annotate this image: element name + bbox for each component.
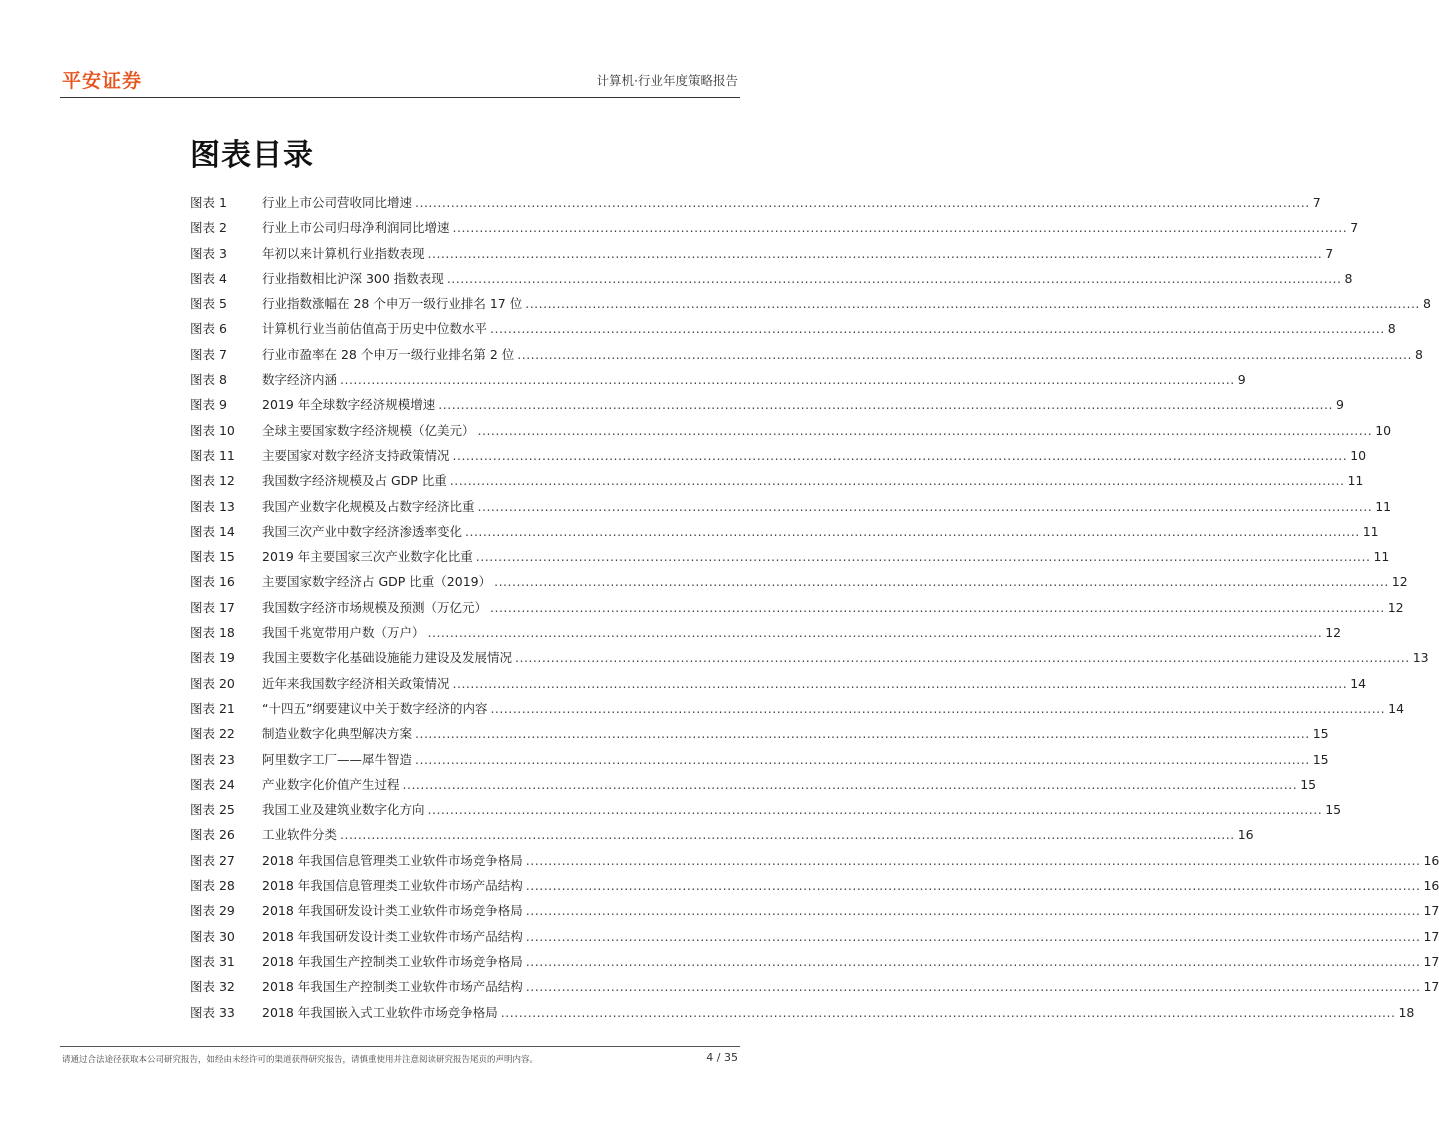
toc-entry[interactable] [190,620,1342,645]
toc-leader-dots: ........................................................................................................................................................................................................ [477,498,1373,514]
toc-leader-dots: ........................................................................................................................................................................................................ [500,1004,1396,1020]
toc-figure-title: “十四五”纲要建议中关于数字经济的内容 [262,700,488,716]
toc-leader-dots: ........................................................................................................................................................................................................ [465,523,1360,539]
toc-leader-dots: ........................................................................................................................................................................................................ [517,346,1412,362]
header-divider [60,97,740,98]
toc-page-number: 8 [1344,270,1353,286]
toc-page-number: 8 [1415,346,1423,362]
toc-entry[interactable] [190,544,1390,569]
toc-page-number: 17 [1423,903,1439,919]
toc-figure-label: 图表 7 [190,346,227,362]
toc-figure-label: 图表 2 [190,220,227,236]
toc-entry[interactable] [190,696,1405,721]
toc-page-number: 10 [1350,447,1367,463]
toc-page-number: 17 [1423,979,1439,995]
toc-figure-label: 图表 15 [190,549,235,565]
toc-page-number: 16 [1237,827,1254,843]
toc-leader-dots: ........................................................................................................................................................................................................ [477,422,1373,438]
toc-figure-title: 产业数字化价值产生过程 [262,776,400,792]
toc-entry[interactable] [190,342,1423,367]
toc-leader-dots: ........................................................................................................................................................................................................ [415,751,1310,767]
toc-page-number: 17 [1423,953,1439,969]
toc-figure-title: 我国主要数字化基础设施能力建设及发展情况 [262,650,513,666]
toc-entry[interactable] [190,392,1344,417]
toc-entry[interactable] [190,974,1439,999]
toc-entry[interactable] [190,266,1353,291]
toc-leader-dots: ........................................................................................................................................................................................................ [525,979,1421,995]
toc-leader-dots: ........................................................................................................................................................................................................ [415,195,1310,210]
toc-figure-label: 图表 1 [190,195,227,210]
toc-page-number: 18 [1398,1004,1415,1020]
toc-entry[interactable] [190,747,1329,772]
toc-figure-title: 2018 年我国研发设计类工业软件市场产品结构 [262,928,523,944]
toc-figure-title: 行业市盈率在 28 个申万一级行业排名第 2 位 [262,346,515,362]
toc-page-number: 13 [1412,650,1429,666]
toc-figure-title: 我国三次产业中数字经济渗透率变化 [262,523,463,539]
toc-entry[interactable] [190,772,1317,797]
toc-entry[interactable] [190,215,1359,240]
toc-leader-dots: ........................................................................................................................................................................................................ [525,953,1421,969]
toc-figure-label: 图表 21 [190,700,235,716]
toc-figure-label: 图表 3 [190,245,227,261]
toc-leader-dots: ........................................................................................................................................................................................................ [340,827,1235,843]
page-number: 4 / 35 [706,1051,738,1064]
toc-entry[interactable] [190,873,1439,898]
toc-leader-dots: ........................................................................................................................................................................................................ [490,599,1385,615]
toc-figure-title: 2018 年我国信息管理类工业软件市场竞争格局 [262,852,523,868]
toc-figure-title: 行业指数相比沪深 300 指数表现 [262,270,444,286]
toc-figure-label: 图表 17 [190,599,235,615]
toc-figure-title: 2018 年我国研发设计类工业软件市场竞争格局 [262,903,523,919]
toc-page-number: 8 [1422,296,1431,312]
toc-page-number: 11 [1373,549,1390,565]
toc-leader-dots: ........................................................................................................................................................................................................ [452,675,1348,691]
toc-figure-label: 图表 9 [190,397,227,413]
toc-page-number: 15 [1300,776,1317,792]
toc-page-number: 9 [1336,397,1344,413]
toc-figure-title: 2018 年我国生产控制类工业软件市场产品结构 [262,979,523,995]
toc-figure-title: 2019 年主要国家三次产业数字化比重 [262,549,473,565]
toc-entry[interactable] [190,367,1246,392]
toc-page-number: 8 [1387,321,1396,337]
toc-entry[interactable] [190,645,1429,670]
toc-page-number: 12 [1325,625,1342,641]
toc-entry[interactable] [190,924,1439,949]
toc-figure-title: 年初以来计算机行业指数表现 [262,245,425,261]
toc-figure-title: 2019 年全球数字经济规模增速 [262,397,436,413]
toc-page-number: 15 [1312,751,1329,767]
toc-figure-label: 图表 14 [190,523,235,539]
report-title: 计算机·行业年度策略报告 [596,73,738,88]
toc-figure-title: 我国工业及建筑业数字化方向 [262,802,425,818]
toc-entry[interactable] [190,190,1321,215]
page-title: 图表目录 [190,138,314,173]
toc-figure-label: 图表 13 [190,498,235,514]
toc-figure-title: 计算机行业当前估值高于历史中位数水平 [262,321,488,337]
toc-page-number: 16 [1423,878,1439,894]
toc-leader-dots: ........................................................................................................................................................................................................ [515,650,1410,666]
toc-leader-dots: ........................................................................................................................................................................................................ [449,473,1345,489]
toc-figure-title: 2018 年我国嵌入式工业软件市场竞争格局 [262,1004,498,1020]
toc-figure-title: 行业指数涨幅在 28 个申万一级行业排名 17 位 [262,296,523,312]
toc-leader-dots: ........................................................................................................................................................................................................ [427,802,1323,818]
toc-figure-label: 图表 24 [190,776,235,792]
toc-figure-title: 2018 年我国生产控制类工业软件市场竞争格局 [262,953,523,969]
toc-figure-label: 图表 16 [190,574,235,590]
toc-figure-title: 2018 年我国信息管理类工业软件市场产品结构 [262,878,523,894]
toc-figure-label: 图表 31 [190,953,235,969]
toc-figure-title: 阿里数字工厂——犀牛智造 [262,751,413,767]
toc-figure-label: 图表 22 [190,726,235,742]
toc-entry[interactable] [190,721,1329,746]
toc-figure-title: 行业上市公司营收同比增速 [262,195,413,210]
toc-page-number: 14 [1350,675,1367,691]
toc-entry[interactable] [190,595,1404,620]
toc-figure-label: 图表 27 [190,852,235,868]
toc-entry[interactable] [190,898,1439,923]
company-logo: 平安证券 [62,70,143,92]
toc-entry[interactable] [190,949,1439,974]
toc-entry[interactable] [190,519,1379,544]
toc-entry[interactable] [190,569,1408,594]
toc-figure-label: 图表 8 [190,372,227,388]
toc-figure-label: 图表 12 [190,473,235,489]
toc-figure-label: 图表 26 [190,827,235,843]
toc-figure-label: 图表 10 [190,422,235,438]
toc-figure-label: 图表 25 [190,802,235,818]
toc-figure-title: 制造业数字化典型解决方案 [262,726,413,742]
toc-figure-title: 我国千兆宽带用户数（万户） [262,625,425,641]
toc-figure-title: 我国数字经济规模及占 GDP 比重 [262,473,447,489]
toc-entry[interactable] [190,797,1342,822]
toc-entry[interactable] [190,671,1367,696]
toc-leader-dots: ........................................................................................................................................................................................................ [415,726,1310,742]
toc-leader-dots: ........................................................................................................................................................................................................ [494,574,1389,590]
toc-entry[interactable] [190,468,1364,493]
toc-page-number: 15 [1312,726,1329,742]
toc-leader-dots: ........................................................................................................................................................................................................ [427,625,1323,641]
toc-entry[interactable] [190,1000,1415,1025]
toc-leader-dots: ........................................................................................................................................................................................................ [340,372,1235,388]
toc-leader-dots: ........................................................................................................................................................................................................ [525,903,1421,919]
toc-entry[interactable] [190,291,1431,316]
toc-figure-label: 图表 6 [190,321,227,337]
toc-figure-label: 图表 5 [190,296,227,312]
toc-page-number: 7 [1350,220,1359,236]
toc-figure-label: 图表 4 [190,270,227,286]
toc-entry[interactable] [190,316,1396,341]
toc-figure-label: 图表 30 [190,928,235,944]
toc-figure-title: 行业上市公司归母净利润同比增速 [262,220,450,236]
toc-figure-label: 图表 32 [190,979,235,995]
toc-entry[interactable] [190,822,1254,847]
toc-figure-label: 图表 19 [190,650,235,666]
toc-figure-title: 工业软件分类 [262,827,338,843]
toc-page-number: 10 [1375,422,1392,438]
toc-figure-label: 图表 11 [190,447,235,463]
toc-leader-dots: ........................................................................................................................................................................................................ [525,878,1421,894]
toc-page-number: 12 [1391,574,1408,590]
toc-page-number: 11 [1347,473,1364,489]
figure-table-of-contents [190,190,1439,1025]
toc-figure-label: 图表 28 [190,878,235,894]
toc-page-number: 7 [1312,195,1321,210]
toc-page-number: 12 [1387,599,1404,615]
toc-figure-title: 我国数字经济市场规模及预测（万亿元） [262,599,488,615]
toc-figure-label: 图表 33 [190,1004,235,1020]
toc-figure-label: 图表 29 [190,903,235,919]
toc-entry[interactable] [190,848,1439,873]
toc-leader-dots: ........................................................................................................................................................................................................ [475,549,1371,565]
toc-page-number: 11 [1375,498,1392,514]
toc-page-number: 16 [1423,852,1439,868]
toc-figure-label: 图表 18 [190,625,235,641]
toc-leader-dots: ........................................................................................................................................................................................................ [525,928,1421,944]
toc-leader-dots: ........................................................................................................................................................................................................ [402,776,1298,792]
toc-leader-dots: ........................................................................................................................................................................................................ [452,220,1348,236]
toc-leader-dots: ........................................................................................................................................................................................................ [438,397,1333,413]
toc-figure-title: 我国产业数字化规模及占数字经济比重 [262,498,475,514]
toc-page-number: 11 [1362,523,1379,539]
toc-leader-dots: ........................................................................................................................................................................................................ [446,270,1342,286]
footer-disclaimer: 请通过合法途径获取本公司研究报告，如经由未经许可的渠道获得研究报告，请慎重使用并注意阅读研究报告尾页的声明内容。 [62,1055,539,1065]
toc-leader-dots: ........................................................................................................................................................................................................ [525,852,1421,868]
toc-leader-dots: ........................................................................................................................................................................................................ [427,245,1323,261]
toc-entry[interactable] [190,241,1334,266]
toc-figure-label: 图表 23 [190,751,235,767]
toc-page-number: 14 [1388,700,1405,716]
toc-entry[interactable] [190,494,1392,519]
toc-page-number: 7 [1325,245,1334,261]
toc-page-number: 17 [1423,928,1439,944]
toc-figure-title: 主要国家对数字经济支持政策情况 [262,447,450,463]
toc-figure-title: 全球主要国家数字经济规模（亿美元） [262,422,475,438]
toc-figure-label: 图表 20 [190,675,235,691]
toc-entry[interactable] [190,443,1367,468]
toc-page-number: 9 [1237,372,1246,388]
toc-leader-dots: ........................................................................................................................................................................................................ [452,447,1348,463]
toc-page-number: 15 [1325,802,1342,818]
toc-figure-title: 近年来我国数字经济相关政策情况 [262,675,450,691]
toc-entry[interactable] [190,418,1392,443]
toc-figure-title: 主要国家数字经济占 GDP 比重（2019） [262,574,492,590]
toc-figure-title: 数字经济内涵 [262,372,338,388]
footer-divider [60,1046,740,1047]
toc-leader-dots: ........................................................................................................................................................................................................ [490,700,1386,716]
toc-leader-dots: ........................................................................................................................................................................................................ [525,296,1420,312]
toc-leader-dots: ........................................................................................................................................................................................................ [490,321,1385,337]
